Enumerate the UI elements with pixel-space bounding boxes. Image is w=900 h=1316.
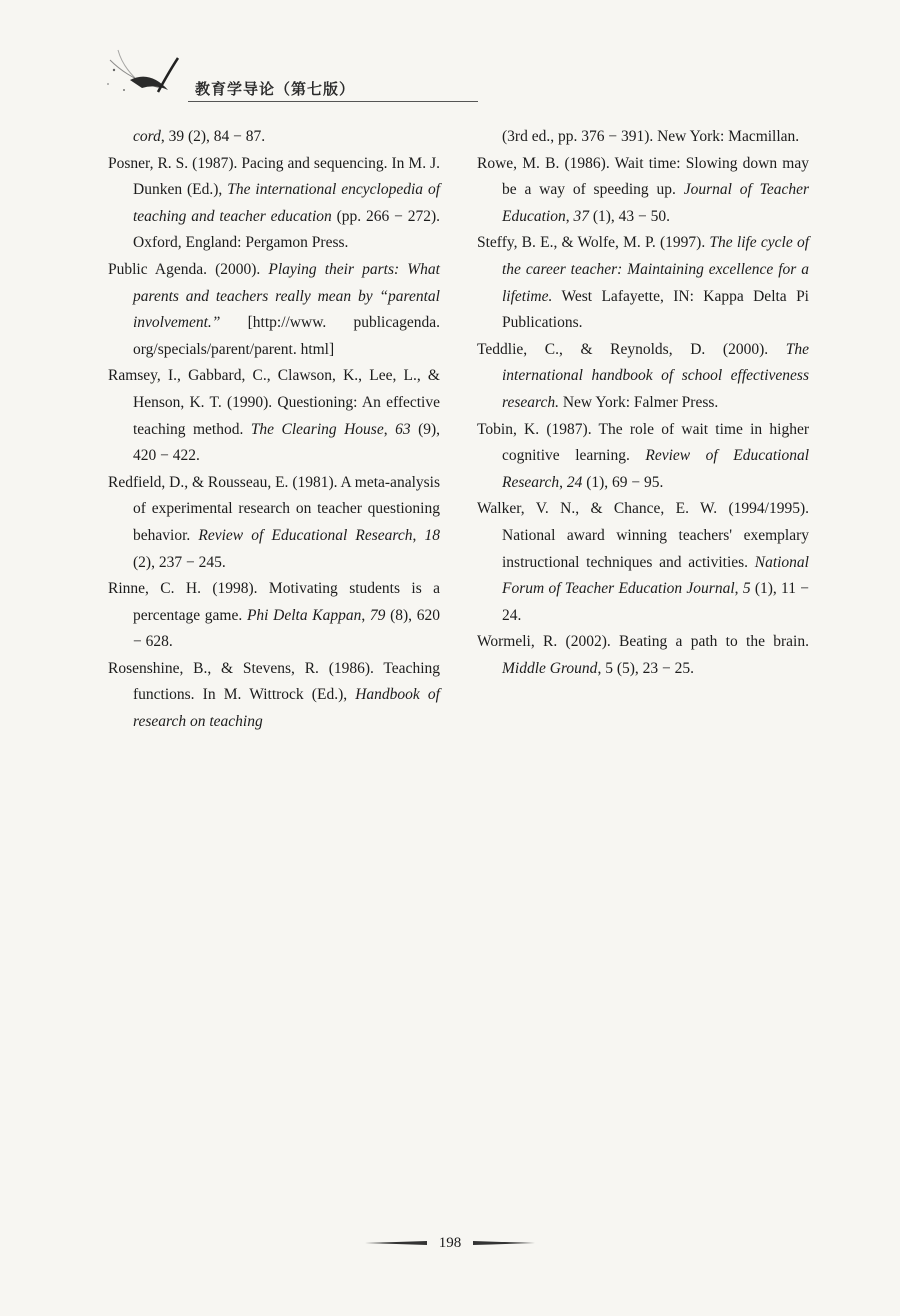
reference-entry xyxy=(108,470,440,576)
reference-text: Rinne, C. H. (1998). Motivating students is a percentage game. xyxy=(108,580,440,624)
right-ornament-icon xyxy=(473,1239,535,1247)
reference-text: [http://www. publicagenda. org/specials/parent/parent. html] xyxy=(133,314,440,358)
left-ornament-icon xyxy=(365,1239,427,1247)
reference-text: Public Agenda. (2000). xyxy=(108,260,269,278)
reference-entry xyxy=(477,629,809,682)
reference-entry xyxy=(477,151,809,231)
reference-text: , xyxy=(565,207,574,225)
reference-italic-text: The international encyclopedia of teaching and teacher education xyxy=(133,181,440,225)
right-reference-column xyxy=(477,124,809,682)
page-footer xyxy=(0,1234,900,1252)
reference-entry xyxy=(108,656,440,736)
reference-text: (pp. 266 − 272). Oxford, England: Pergamon Press. xyxy=(133,207,440,252)
reference-italic-text: The Clearing House xyxy=(250,420,384,438)
reference-italic-text: Handbook of research on teaching xyxy=(133,686,440,731)
reference-italic-text: 18 xyxy=(424,526,440,544)
reference-text: (1), 11 − 24. xyxy=(502,580,810,624)
reference-text: Redfield, D., & Rousseau, E. (1981). A meta-analysis of experimental research on teacher questioning behavior. xyxy=(108,473,440,544)
reference-text: (1), 43 − 50. xyxy=(588,207,671,225)
reference-text: Wormeli, R. (2002). Beating a path to the brain. xyxy=(477,633,809,651)
reference-italic-text: 5 xyxy=(742,580,751,598)
reference-italic-text: National Forum of Teacher Education Journal xyxy=(502,553,809,598)
reference-text: Tobin, K. (1987). The role of wait time in higher cognitive learning. xyxy=(477,420,809,465)
reference-text: (3rd ed., pp. 376 − 391). New York: Macmillan. xyxy=(502,128,800,145)
reference-italic-text: 24 xyxy=(566,473,583,491)
reference-text: New York: Falmer Press. xyxy=(558,393,719,411)
ink-brush-logo-icon xyxy=(100,40,190,104)
reference-italic-text: 79 xyxy=(369,606,386,624)
reference-entry xyxy=(477,417,809,497)
reference-text: , xyxy=(734,580,743,598)
reference-entry xyxy=(477,337,809,417)
reference-italic-text: Journal of Teacher Education xyxy=(502,181,809,225)
reference-text: Walker, V. N., & Chance, E. W. (1994/1995). National award winning teachers' exemplary instructional techniques and activities. xyxy=(477,500,809,571)
header-rule xyxy=(188,101,478,102)
reference-text: (9), 420 − 422. xyxy=(133,420,441,465)
reference-text: Rowe, M. B. (1986). Wait time: Slowing down may be a way of speeding up. xyxy=(477,154,809,199)
reference-text: (8), 620 − 628. xyxy=(133,606,440,651)
reference-italic-text: Review of Educational Research xyxy=(502,447,810,491)
reference-entry xyxy=(477,496,809,629)
reference-italic-text: Playing their parts: What parents and teachers really mean by “parental involvement.” xyxy=(133,260,440,332)
reference-text: , xyxy=(383,420,396,438)
reference-italic-text: Review of Educational Research xyxy=(198,526,413,544)
reference-text: Rosenshine, B., & Stevens, R. (1986). Teaching functions. In M. Wittrock (Ed.), xyxy=(108,659,440,704)
reference-entry xyxy=(477,124,809,151)
left-reference-column xyxy=(108,124,440,736)
reference-text: , 39 (2), 84 − 87. xyxy=(160,128,266,145)
reference-entry xyxy=(108,257,440,363)
reference-italic-text: The life cycle of the career teacher: Maintaining excellence for a lifetime. xyxy=(502,234,810,305)
reference-text: , xyxy=(559,473,567,491)
reference-entry xyxy=(108,576,440,656)
reference-text: Teddlie, C., & Reynolds, D. (2000). xyxy=(477,340,786,358)
reference-italic-text: cord xyxy=(133,128,161,145)
reference-italic-text: The international handbook of school effectiveness research. xyxy=(502,340,809,411)
reference-entry xyxy=(108,124,440,151)
page-number: 198 xyxy=(438,1234,462,1251)
reference-text: Steffy, B. E., & Wolfe, M. P. (1997). xyxy=(477,234,710,252)
reference-text: , xyxy=(412,526,425,544)
reference-entry xyxy=(108,363,440,469)
reference-italic-text: Middle Ground xyxy=(502,659,598,677)
reference-italic-text: 37 xyxy=(573,207,589,225)
reference-text: , 5 (5), 23 − 25. xyxy=(597,659,695,677)
reference-text: , xyxy=(361,606,370,624)
reference-italic-text: Phi Delta Kappan xyxy=(246,606,362,624)
running-header xyxy=(100,40,480,104)
reference-text: (2), 237 − 245. xyxy=(133,553,226,571)
reference-italic-text: 63 xyxy=(395,420,411,438)
reference-text: Posner, R. S. (1987). Pacing and sequencing. In M. J. Dunken (Ed.), xyxy=(108,154,440,199)
reference-entry xyxy=(108,151,440,257)
reference-text: Ramsey, I., Gabbard, C., Clawson, K., Lee, L., & Henson, K. T. (1990). Questioning: An effective teaching method. xyxy=(108,367,440,438)
reference-entry xyxy=(477,230,809,336)
reference-text: West Lafayette, IN: Kappa Delta Pi Publications. xyxy=(502,287,809,332)
reference-text: (1), 69 − 95. xyxy=(582,473,664,491)
book-title: 教育学导论（第七版） xyxy=(195,80,356,98)
